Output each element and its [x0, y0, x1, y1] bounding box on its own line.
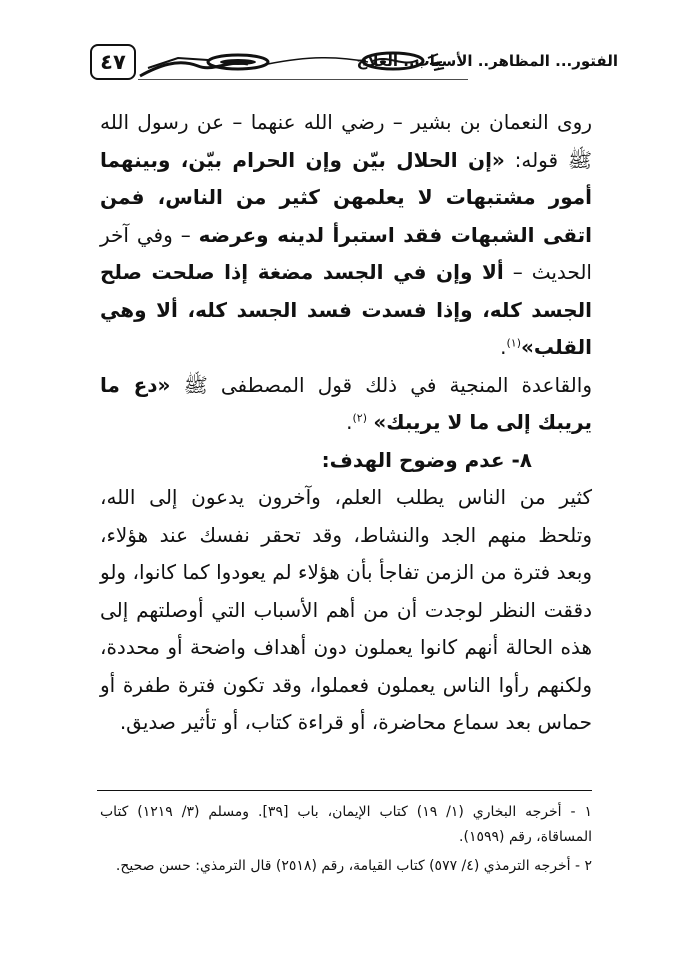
- footnotes: [100, 800, 592, 883]
- page-number: ٤٧: [90, 44, 136, 80]
- paragraph-goal: كثير من الناس يطلب العلم، وآخرون يدعون إلى الله، وتلحظ منهم الجد والنشاط، وقد تحقر نفسك عند هؤلاء، وبعد فترة من الزمن تفاجأ بأن هؤلاء لم يعودوا كما كانوا، ولو دققت النظر لوجدت أن من أهم الأسباب التي أوصلتهم إلى هذه الحالة أنهم كانوا يعملون دون أهداف واضحة أو محددة، ولكنهم رأوا الناس يعملون فعملوا، وقد تكون فترة طفرة أو حماس بعد سماع محاضرة، أو قراءة كتاب، أو تأثير صديق.: [100, 485, 592, 734]
- running-title: الفتور... المظاهر.. الأسباب.. العلاج: [356, 52, 618, 70]
- footnote-ref: (٢): [352, 411, 367, 425]
- footnote-2: ٢ - أخرجه الترمذي (٤/ ٥٧٧) كتاب القيامة، رقم (٢٥١٨) قال الترمذي: حسن صحيح.: [115, 858, 592, 874]
- section-heading: ٨- عدم وضوح الهدف:: [321, 447, 532, 472]
- footnote-divider: [97, 790, 592, 791]
- hadith-quote: «إن الحلال بيّن وإن الحرام بيّن، وبينهما أمور مشتبهات لا يعلمهن كثير من الناس، فمن اتقى الشبهات فقد استبرأ لدينه وعرضه: [100, 147, 593, 247]
- paragraph-hadith-halal: روى النعمان بن بشير – رضي الله عنهما – عن رسول الله ﷺ قوله: «إن الحلال بيّن وإن الحرام بيّن، وبينهما أمور مشتبهات لا يعلمهن كثير من الناس، فمن اتقى الشبهات فقد استبرأ لدينه وعرضه – وفي آخر الحديث – ألا وإن في الجسد مضغة إذا صلحت صلح الجسد كله، وإذا فسدت فسد الجسد كله، ألا وهي القلب»$^{(١)}$.: [100, 110, 593, 359]
- paragraph-rule: والقاعدة المنجية في ذلك قول المصطفى ﷺ «دع ما يريبك إلى ما لا يريبك» $^{(٢)}$.: [100, 372, 592, 434]
- footnote-ref: (١): [506, 336, 521, 350]
- paragraph-intro: روى النعمان بن بشير – رضي الله عنهما – عن رسول الله ﷺ قوله:: [100, 110, 592, 172]
- hadith-quote: «دع ما يريبك إلى ما لا يريبك»: [100, 372, 592, 434]
- hadith-quote-continued: ألا وإن في الجسد مضغة إذا صلحت صلح الجسد كله، وإذا فسدت فسد الجسد كله، ألا وهي القلب»: [100, 260, 592, 359]
- paragraph-connector: – وفي آخر الحديث –: [100, 222, 592, 284]
- page-header: [90, 44, 618, 84]
- main-text: [100, 104, 592, 742]
- paragraph-intro: والقاعدة المنجية في ذلك قول المصطفى ﷺ: [170, 372, 592, 397]
- footnote-1: ١ - أخرجه البخاري (١/ ١٩) كتاب الإيمان، باب [٣٩]. ومسلم (٣/ ١٢١٩) كتاب المساقاة، رقم (١٥٩٩).: [100, 804, 592, 845]
